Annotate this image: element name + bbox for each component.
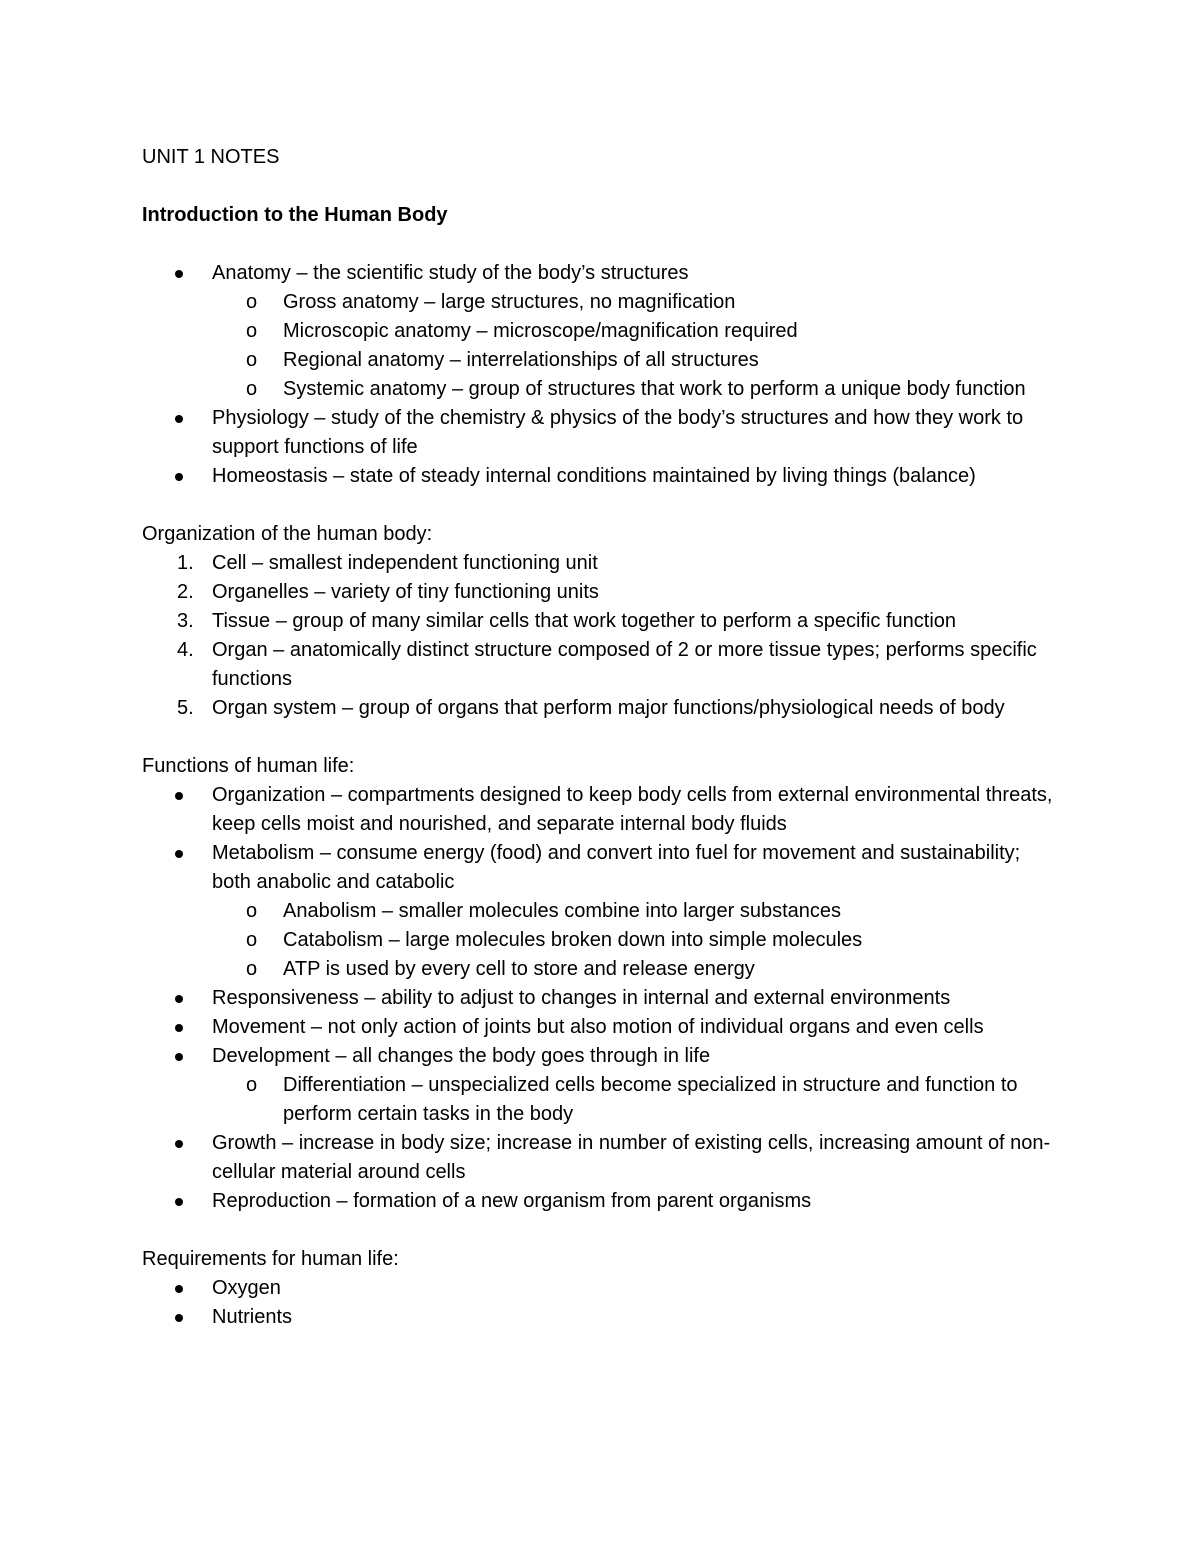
sub-list-item [142, 346, 1062, 375]
list-number: 2. [177, 581, 194, 603]
list-item [142, 1187, 1062, 1216]
sub-list-item [142, 288, 1062, 317]
sub-bullet-icon: o [246, 349, 258, 371]
list-item [142, 1303, 1062, 1332]
organization-list [142, 549, 1062, 723]
sub-bullet-icon: o [246, 929, 258, 951]
sub-list-item-text: Systemic anatomy – group of structures that work to perform a unique body function [283, 378, 1026, 400]
list-item [142, 781, 1062, 839]
list-item-text: Organization – compartments designed to keep body cells from external environmental threats, keep cells moist and nourished, and separate internal body fluids [212, 784, 1053, 835]
list-item-text: Cell – smallest independent functioning unit [212, 552, 598, 574]
list-item-text: Metabolism – consume energy (food) and convert into fuel for movement and sustainability; both anabolic and catabolic [212, 842, 1021, 893]
requirements-list [142, 1274, 1062, 1332]
numbered-list-item [142, 636, 1062, 694]
intro-heading: Introduction to the Human Body [142, 204, 448, 226]
sub-list-item-text: Catabolism – large molecules broken down into simple molecules [283, 929, 863, 951]
list-item-text: Movement – not only action of joints but also motion of individual organs and even cells [212, 1016, 984, 1038]
bullet-dot-icon [175, 1053, 183, 1061]
list-item-text: Tissue – group of many similar cells that work together to perform a specific function [212, 610, 957, 632]
list-item [142, 1042, 1062, 1071]
sub-list-item [142, 955, 1062, 984]
list-item-text: Organ system – group of organs that perform major functions/physiological needs of body [212, 697, 1005, 719]
list-item [142, 259, 1062, 288]
list-item-text: Organelles – variety of tiny functioning units [212, 581, 599, 603]
list-item-text: Reproduction – formation of a new organism from parent organisms [212, 1190, 812, 1212]
list-number: 5. [177, 697, 194, 719]
numbered-list-item [142, 607, 1062, 636]
bullet-dot-icon [175, 415, 183, 423]
functions-list [142, 781, 1062, 1216]
list-item-text: Nutrients [212, 1306, 293, 1328]
list-item [142, 839, 1062, 897]
bullet-dot-icon [175, 473, 183, 481]
list-item-text: Responsiveness – ability to adjust to changes in internal and external environments [212, 987, 951, 1009]
document-title: UNIT 1 NOTES [142, 146, 280, 168]
document-content [142, 143, 1062, 1332]
bullet-dot-icon [175, 1285, 183, 1293]
numbered-list-item [142, 549, 1062, 578]
sub-list-item [142, 926, 1062, 955]
list-item [142, 404, 1062, 462]
sub-list-item-text: Regional anatomy – interrelationships of all structures [283, 349, 759, 371]
sub-list-item [142, 375, 1062, 404]
list-number: 4. [177, 639, 194, 661]
requirements-heading: Requirements for human life: [142, 1248, 399, 1270]
list-number: 1. [177, 552, 194, 574]
sub-list-item-text: Microscopic anatomy – microscope/magnification required [283, 320, 798, 342]
list-number: 3. [177, 610, 194, 632]
functions-heading: Functions of human life: [142, 755, 355, 777]
list-item-text: Growth – increase in body size; increase in number of existing cells, increasing amount of non-cellular material around cells [212, 1132, 1051, 1183]
bullet-dot-icon [175, 1024, 183, 1032]
list-item-text: Development – all changes the body goes through in life [212, 1045, 711, 1067]
sub-list-item-text: Differentiation – unspecialized cells become specialized in structure and function to perform certain tasks in the body [283, 1074, 1018, 1125]
list-item-text: Homeostasis – state of steady internal conditions maintained by living things (balance) [212, 465, 976, 487]
organization-heading: Organization of the human body: [142, 523, 433, 545]
list-item [142, 984, 1062, 1013]
sub-bullet-icon: o [246, 291, 258, 313]
list-item-text: Anatomy – the scientific study of the body’s structures [212, 262, 689, 284]
sub-list-item-text: Anabolism – smaller molecules combine into larger substances [283, 900, 842, 922]
list-item [142, 1013, 1062, 1042]
bullet-dot-icon [175, 270, 183, 278]
intro-list [142, 259, 1062, 491]
sub-list-item-text: Gross anatomy – large structures, no magnification [283, 291, 736, 313]
sub-bullet-icon: o [246, 1074, 258, 1096]
list-item-text: Oxygen [212, 1277, 281, 1299]
numbered-list-item [142, 578, 1062, 607]
bullet-dot-icon [175, 1140, 183, 1148]
bullet-dot-icon [175, 995, 183, 1003]
sub-list-item [142, 317, 1062, 346]
numbered-list-item [142, 694, 1062, 723]
sub-bullet-icon: o [246, 958, 258, 980]
bullet-dot-icon [175, 850, 183, 858]
bullet-dot-icon [175, 1314, 183, 1322]
sub-bullet-icon: o [246, 320, 258, 342]
bullet-dot-icon [175, 1198, 183, 1206]
list-item [142, 1274, 1062, 1303]
sub-list-item [142, 897, 1062, 926]
sub-bullet-icon: o [246, 378, 258, 400]
list-item-text: Physiology – study of the chemistry & physics of the body’s structures and how they work to support functions of life [212, 407, 1024, 458]
list-item-text: Organ – anatomically distinct structure composed of 2 or more tissue types; performs specific functions [212, 639, 1037, 690]
sub-list-item [142, 1071, 1062, 1129]
list-item [142, 462, 1062, 491]
list-item [142, 1129, 1062, 1187]
sub-bullet-icon: o [246, 900, 258, 922]
bullet-dot-icon [175, 792, 183, 800]
sub-list-item-text: ATP is used by every cell to store and release energy [283, 958, 755, 980]
